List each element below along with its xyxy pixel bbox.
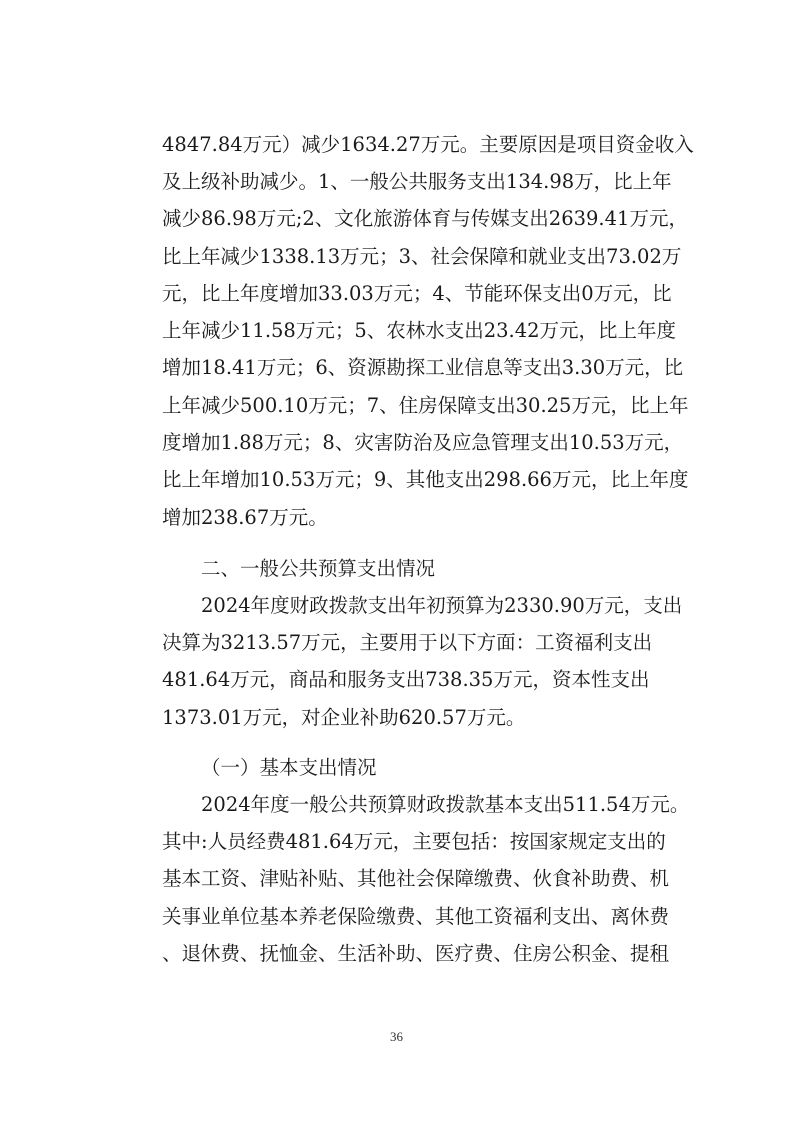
page-number: 36	[390, 1029, 403, 1044]
text-line: 关事业单位基本养老保险缴费、其他工资福利支出、离休费	[162, 905, 670, 928]
text-line: 减少86.98万元;2、文化旅游体育与传媒支出2639.41万元，	[162, 207, 688, 230]
text-line: 比上年减少1338.13万元；3、社会保障和就业支出73.02万	[162, 245, 682, 268]
text-line: 比上年增加10.53万元；9、其他支出298.66万元，比上年度	[162, 468, 689, 491]
text-line: 及上级补助减少。1、一般公共服务支出134.98万，比上年	[162, 170, 672, 193]
text-line: 增加238.67万元。	[162, 506, 328, 529]
text-line: 上年减少11.58万元；5、农林水支出23.42万元，比上年度	[162, 319, 677, 342]
text-line: 增加18.41万元；6、资源勘探工业信息等支出3.30万元，比	[162, 356, 684, 379]
text-line: 1373.01万元，对企业补助620.57万元。	[162, 706, 526, 729]
text-line: 481.64万元，商品和服务支出738.35万元，资本性支出	[162, 668, 650, 691]
text-line: 度增加1.88万元；8、灾害防治及应急管理支出10.53万元，	[162, 431, 684, 454]
section-heading: 二、一般公共预算支出情况	[201, 557, 436, 580]
text-line: 决算为3213.57万元，主要用于以下方面：工资福利支出	[162, 631, 653, 654]
subsection-heading: （一）基本支出情况	[201, 756, 377, 779]
text-line: 基本工资、津贴补贴、其他社会保障缴费、伙食补助费、机	[162, 867, 670, 890]
text-line: 2024年度一般公共预算财政拨款基本支出511.54万元。	[201, 793, 690, 816]
text-line: 上年减少500.10万元；7、住房保障支出30.25万元，比上年	[162, 394, 689, 417]
text-line: 元，比上年度增加33.03万元；4、节能环保支出0万元，比	[162, 282, 672, 305]
text-line: 其中:人员经费481.64万元，主要包括：按国家规定支出的	[162, 830, 666, 853]
text-line: 4847.84万元）减少1634.27万元。主要原因是项目资金收入	[162, 133, 694, 156]
text-line: 、退休费、抚恤金、生活补助、医疗费、住房公积金、提租	[162, 942, 670, 965]
text-line: 2024年度财政拨款支出年初预算为2330.90万元，支出	[201, 594, 683, 617]
